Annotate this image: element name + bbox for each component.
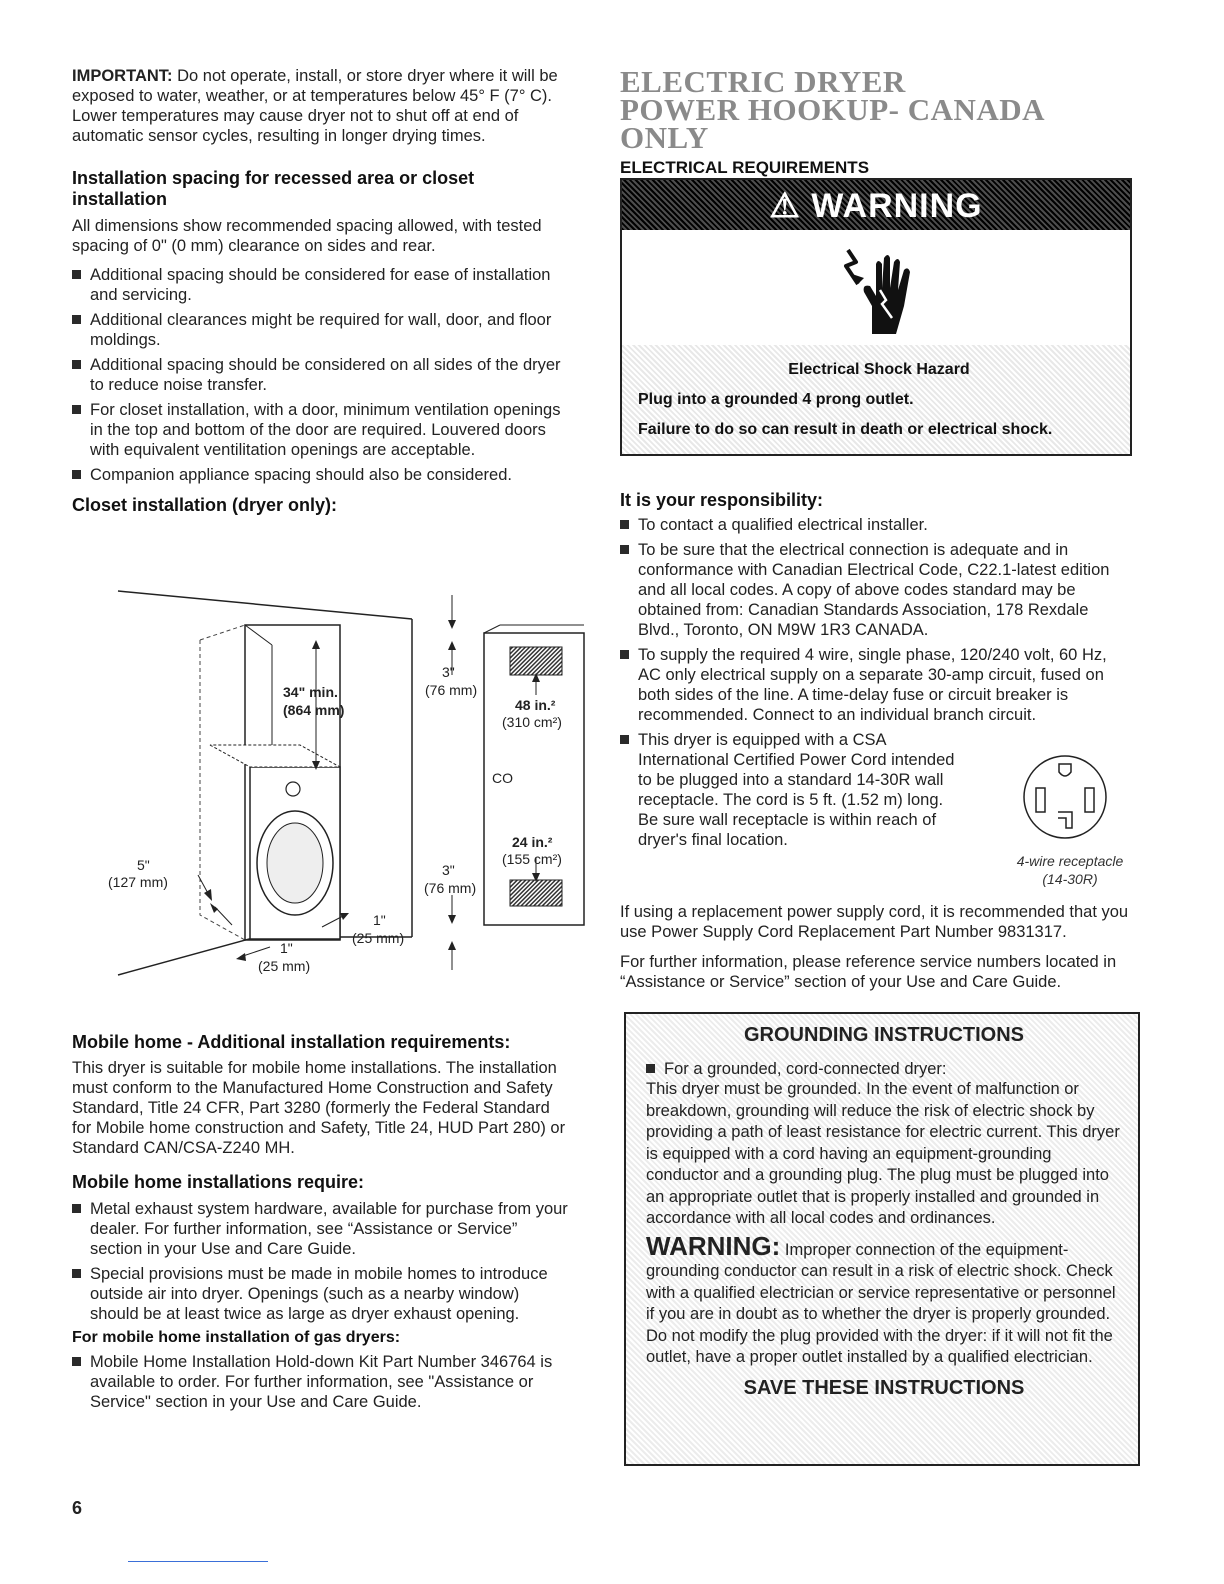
grounding-warning-word: WARNING: [646, 1230, 781, 1261]
list-item: Companion appliance spacing should also be considered. [72, 465, 572, 485]
page-number: 6 [72, 1498, 83, 1518]
important-notice [72, 66, 572, 146]
spacing-heading: Installation spacing for recessed area or closet installation [72, 168, 475, 209]
hazard-title: Electrical Shock Hazard [788, 361, 970, 378]
side-gap-label: 5" [137, 857, 150, 873]
list-item: Metal exhaust system hardware, available for purchase from your dealer. For further information, see “Assistance or Service” section in your Use and Care Guide. [72, 1199, 572, 1259]
bottom-vent-cm-label: (155 cm²) [502, 851, 562, 867]
closet-diagram [90, 585, 600, 990]
receptacle-caption-2: (14-30R) [1042, 871, 1098, 887]
grounding-warning-text: Improper connection of the equipment-grounding conductor can result in a risk of electric shock. Check with a qualified electrician or service representative or personnel if you are in doubt as to whether the dryer is properly grounded. Do not modify the plug provided with the dryer: if it will not fit the outlet, have a proper outlet installed by a qualified electrician. [646, 1240, 1116, 1366]
spacing-intro: All dimensions show recommended spacing allowed, with tested spacing of 0" (0 mm) clearance on sides and rear. [72, 217, 542, 255]
side-gap-mm-label: (127 mm) [108, 874, 168, 890]
ceiling-line [118, 591, 412, 619]
title-line-1: ELECTRIC DRYER [620, 64, 906, 99]
grounding-text: This dryer must be grounded. In the event of malfunction or breakdown, grounding will reduce the risk of electric shock by providing a path of least resistance for electric current. This dryer is equipped with a cord having an equipment-grounding conductor and a grounding plug. The plug must be plugged into an appropriate outlet that is properly installed and grounded in accordance with all local codes and ordinances. [646, 1080, 1120, 1227]
further-info-text: For further information, please reference service numbers located in “Assistance or Service” section of your Use and Care Guide. [620, 953, 1117, 991]
grounding-warning [646, 1230, 1122, 1369]
title-line-2: POWER HOOKUP- CANADA ONLY [620, 92, 1044, 155]
bottom-gap-mm-label: (76 mm) [424, 880, 477, 896]
left-column [72, 66, 572, 516]
hazard-symbol-area [622, 230, 1130, 347]
warning-box [620, 178, 1132, 456]
list-item: Additional spacing should be considered for ease of installation and servicing. [72, 265, 572, 305]
min-height-label: 34" min. [283, 684, 338, 700]
mobile-text: This dryer is suitable for mobile home installations. The installation must conform to the Manufactured Home Construction and Safety Standard, Title 24 CFR, Part 3280 (formerly the Federal Standard for Mobile home construction and Safety, Title 24, HUD Part 280) or Standard CAN/CSA-Z240 MH. [72, 1059, 566, 1157]
grounding-box [624, 1012, 1140, 1466]
gas-heading: For mobile home installation of gas dryers: [72, 1329, 401, 1346]
grounding-list [646, 1059, 1122, 1079]
warning-header [622, 180, 1130, 230]
front-gap-mm-label: (25 mm) [352, 930, 405, 946]
receptacle-caption [1000, 852, 1140, 888]
top-gap-mm-label: (76 mm) [425, 682, 478, 698]
responsibility-list [620, 515, 1120, 725]
footer-divider [128, 1561, 268, 1562]
top-vent [510, 647, 562, 675]
receptacle-caption-1: 4-wire receptacle [1016, 853, 1124, 869]
mobile-heading: Mobile home - Additional installation requirements: [72, 1032, 511, 1052]
min-height-mm-label: (864 mm) [283, 702, 345, 718]
floor-gap-mm-label: (25 mm) [258, 958, 311, 974]
right-header [620, 64, 1140, 178]
floor-gap-label: 1" [280, 940, 293, 956]
warning-line-2: Failure to do so can result in death or electrical shock. [638, 421, 1053, 438]
list-item: Additional spacing should be considered on all sides of the dryer to reduce noise transfer. [72, 355, 572, 395]
door-knob-icon: CO [492, 770, 513, 786]
important-text: Do not operate, install, or store dryer where it will be exposed to water, weather, or at temperatures below 45° F (7° C). Lower temperatures may cause dryer not to shut off at end of automatic sensor cycles, resulting in longer drying times. [72, 67, 558, 145]
list-item: For closet installation, with a door, minimum ventilation openings in the top and bottom of the door are required. Louvered doors with equivalent ventilitation openings are acceptable. [72, 400, 572, 460]
list-item: To supply the required 4 wire, single phase, 120/240 volt, 60 Hz, AC only electrical supply on a separate 30-amp circuit, fused on both sides of the line. A time-delay fuse or circuit breaker is recommended. Connect to an individual branch circuit. [620, 645, 1120, 725]
list-item: Special provisions must be made in mobile homes to introduce outside air into dryer. Openings (such as a nearby window) should be at least twice as large as dryer exhaust opening. [72, 1264, 572, 1324]
bottom-vent-label: 24 in.² [512, 834, 553, 850]
replacement-section [620, 902, 1140, 992]
bottom-gap-label: 3" [442, 862, 455, 878]
warning-line-1: Plug into a grounded 4 prong outlet. [638, 391, 914, 408]
important-label: IMPORTANT: [72, 67, 173, 85]
subtitle: ELECTRICAL REQUIREMENTS [620, 158, 870, 177]
mobile-req-heading: Mobile home installations require: [72, 1172, 365, 1192]
list-item: To be sure that the electrical connection is adequate and in conformance with Canadian Electrical Code, C22.1-latest edition and all local codes. A copy of above codes standard may be obtained from: Canadian Standards Association, 178 Rexdale Blvd., Toronto, ON M9W 1R3 CANADA. [620, 540, 1120, 640]
warning-title: ⚠ WARNING [769, 187, 983, 225]
gas-list [72, 1352, 572, 1412]
list-item: For a grounded, cord-connected dryer: [646, 1059, 1122, 1079]
spacing-list [72, 265, 572, 485]
replacement-text: If using a replacement power supply cord, it is recommended that you use Power Supply Cord Replacement Part Number 9831317. [620, 903, 1129, 941]
responsibility-heading: It is your responsibility: [620, 490, 824, 510]
grounding-title: GROUNDING INSTRUCTIONS [744, 1024, 1024, 1046]
front-gap-label: 1" [373, 912, 386, 928]
receptacle-icon [1020, 752, 1110, 842]
shock-hazard-icon [842, 244, 922, 336]
list-item: This dryer is equipped with a CSA International Certified Power Cord intended to be plugged into a standard 14-30R wall receptacle. The cord is 5 ft. (1.52 m) long. Be sure wall receptacle is within reach of dryer's final location. [620, 730, 960, 850]
mobile-section [72, 1032, 572, 1417]
closet-heading: Closet installation (dryer only): [72, 495, 338, 515]
mobile-req-list [72, 1199, 572, 1324]
top-gap-label: 3" [442, 664, 455, 680]
list-item: Additional clearances might be required for wall, door, and floor moldings. [72, 310, 572, 350]
list-item: To contact a qualified electrical installer. [620, 515, 1120, 535]
cord-list [620, 730, 960, 850]
save-instructions-title: SAVE THESE INSTRUCTIONS [743, 1376, 1025, 1399]
warning-text [638, 360, 1120, 450]
top-vent-cm-label: (310 cm²) [502, 714, 562, 730]
top-vent-label: 48 in.² [515, 697, 556, 713]
bottom-vent [510, 880, 562, 906]
list-item: Mobile Home Installation Hold-down Kit Part Number 346764 is available to order. For further information, see "Assistance or Service" section in your Use and Care Guide. [72, 1352, 572, 1412]
